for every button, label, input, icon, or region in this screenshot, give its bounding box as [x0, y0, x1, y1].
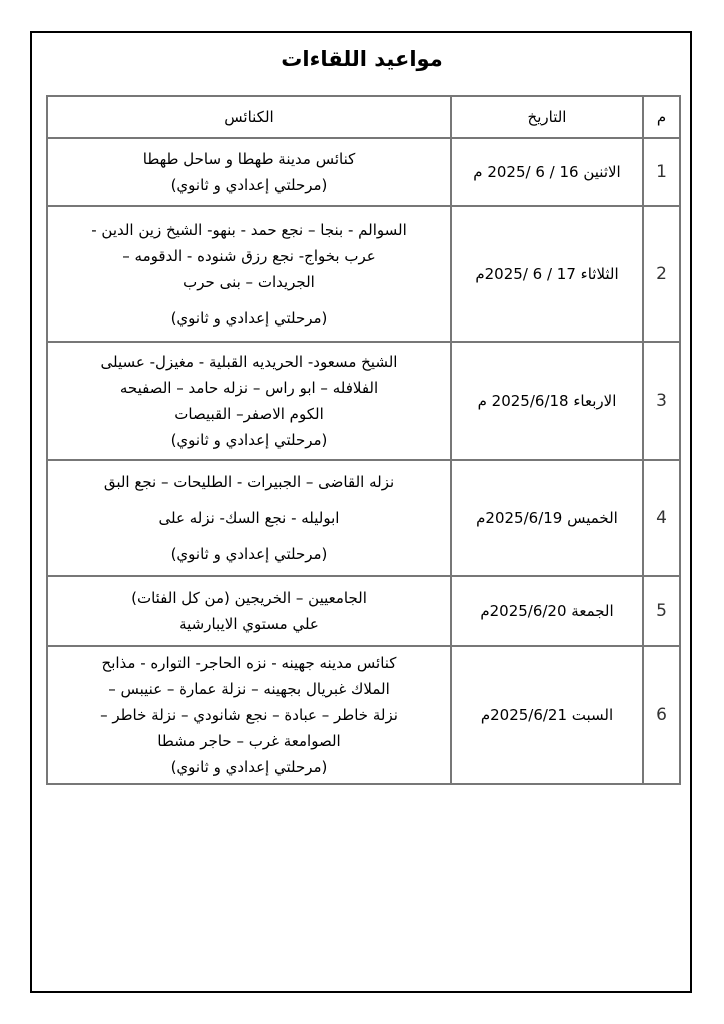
row-number: 4 — [643, 460, 680, 576]
row-number: 2 — [643, 206, 680, 342]
table-row — [47, 646, 680, 784]
row-date: الاثنين 16 / 6 /2025 م — [451, 138, 643, 206]
spacer — [48, 295, 450, 305]
spacer — [48, 531, 450, 541]
church-line: الملاك غبريال بجهينه – نزلة عمارة – عنيبس – — [108, 680, 390, 698]
row-date: الخميس 2025/6/19م — [451, 460, 643, 576]
church-line: ابوليله - نجع السك- نزله على — [158, 509, 340, 527]
church-line: كنائس مدينه جهينه - نزه الحاجر- التواره - مذابح — [101, 654, 397, 672]
header-num: م — [643, 96, 680, 138]
stage-note: (مرحلتي إعدادي و ثانوي) — [170, 545, 328, 563]
row-number: 1 — [643, 138, 680, 206]
church-line: كنائس مدينة طهطا و ساحل طهطا — [142, 150, 356, 168]
church-line: نزله القاضى – الجبيرات - الطليحات – نجع البق — [103, 473, 395, 491]
row-churches — [47, 646, 451, 784]
church-line: الجريدات – بنى حرب — [183, 273, 315, 291]
table-row — [47, 460, 680, 576]
table-row — [47, 576, 680, 646]
row-churches — [47, 138, 451, 206]
church-line: عرب بخواج- نجع رزق شنوده - الدقومه – — [122, 247, 376, 265]
spacer — [48, 495, 450, 505]
row-number: 5 — [643, 576, 680, 646]
page-title: مواعيد اللقاءات — [281, 47, 443, 71]
row-number: 3 — [643, 342, 680, 460]
stage-note: (مرحلتي إعدادي و ثانوي) — [170, 431, 328, 449]
stage-note: (مرحلتي إعدادي و ثانوي) — [170, 758, 328, 776]
header-date: التاريخ — [451, 96, 643, 138]
table-header-row — [47, 96, 680, 138]
table-row — [47, 342, 680, 460]
church-line: الصوامعة غرب – حاجر مشطا — [157, 732, 341, 750]
row-number: 6 — [643, 646, 680, 784]
stage-note: (مرحلتي إعدادي و ثانوي) — [170, 309, 328, 327]
church-line: علي مستوي الايبارشية — [179, 615, 319, 633]
schedule-table — [46, 95, 681, 785]
stage-note: (مرحلتي إعدادي و ثانوي) — [170, 176, 328, 194]
table-row — [47, 138, 680, 206]
header-churches: الكنائس — [47, 96, 451, 138]
row-churches — [47, 460, 451, 576]
row-date: الاربعاء 2025/6/18 م — [451, 342, 643, 460]
church-line: نزلة خاطر – عبادة – نجع شانودي – نزلة خاطر – — [100, 706, 398, 724]
church-line: السوالم - بنجا – نجع حمد - بنهو- الشيخ زين الدين - — [91, 221, 407, 239]
table-row — [47, 206, 680, 342]
row-churches — [47, 576, 451, 646]
church-line: الفلافله – ابو راس – نزله حامد – الصفيحه — [119, 379, 379, 397]
row-date: السبت 2025/6/21م — [451, 646, 643, 784]
row-churches — [47, 342, 451, 460]
church-line: الشيخ مسعود- الحريديه القبلية - مغيزل- عسيلى — [100, 353, 398, 371]
row-date: الجمعة 2025/6/20م — [451, 576, 643, 646]
church-line: الكوم الاصفر– القبيصات — [174, 405, 324, 423]
row-date: الثلاثاء 17 / 6 /2025م — [451, 206, 643, 342]
row-churches — [47, 206, 451, 342]
church-line: الجامعيين – الخريجين (من كل الفئات) — [131, 589, 367, 607]
